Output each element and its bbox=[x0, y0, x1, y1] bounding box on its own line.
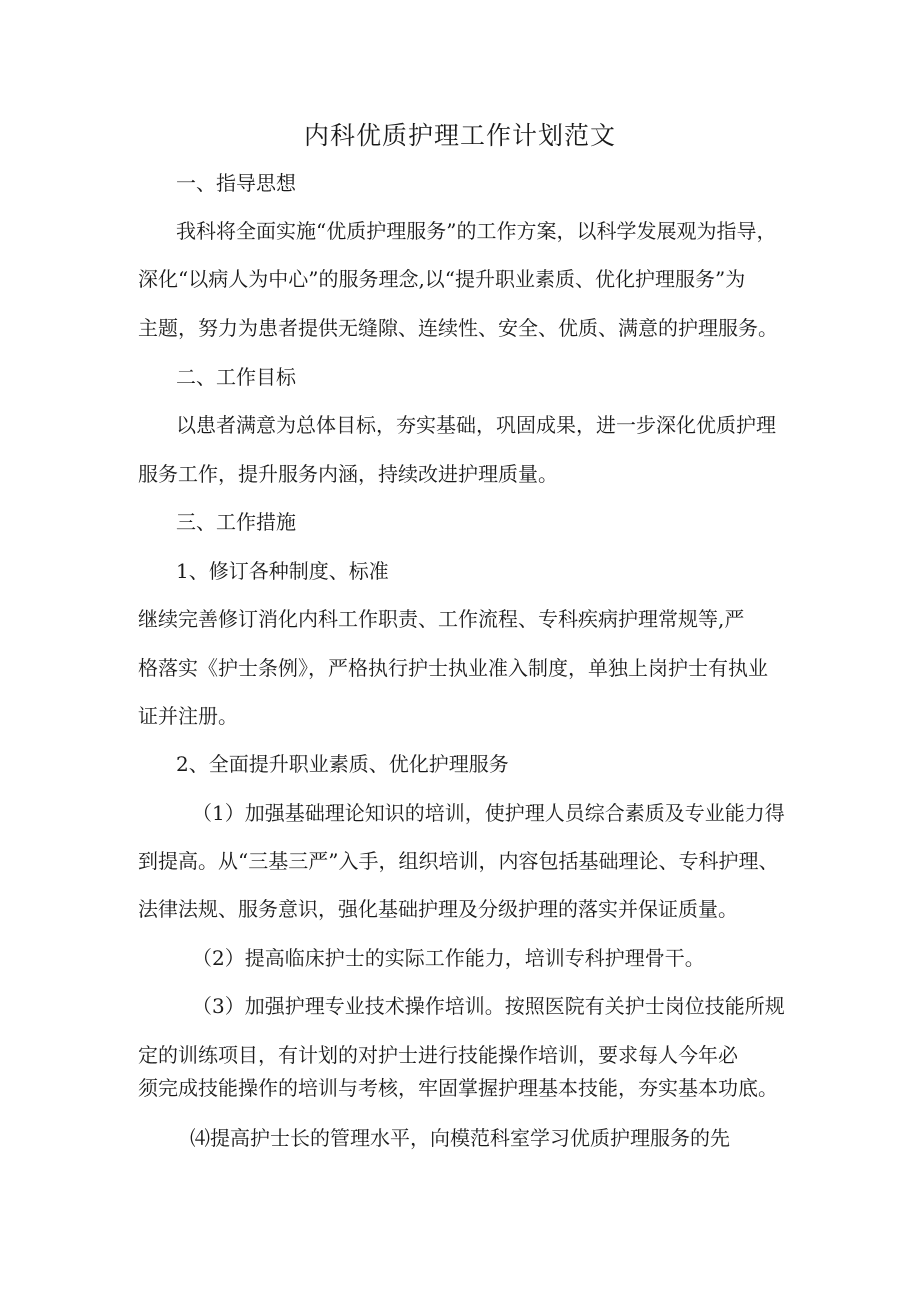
paragraph-line: 证并注册。 bbox=[138, 704, 238, 728]
paragraph-line: 深化“以病人为中心”的服务理念,以“提升职业素质、优化护理服务”为 bbox=[138, 267, 746, 291]
paragraph-line: 主题，努力为患者提供无缝隙、连续性、安全、优质、满意的护理服务。 bbox=[138, 316, 778, 340]
paragraph-line: 须完成技能操作的培训与考核，牢固掌握护理基本技能，夯实基本功底。 bbox=[138, 1076, 778, 1100]
paragraph-line: （2）提高临床护士的实际工作能力，培训专科护理骨干。 bbox=[192, 946, 705, 970]
heading-work-goals: 二、工作目标 bbox=[176, 365, 296, 389]
heading-work-measures: 三、工作措施 bbox=[176, 510, 296, 534]
paragraph-line: 定的训练项目，有计划的对护士进行技能操作培训，要求每人今年必 bbox=[138, 1043, 738, 1067]
paragraph-line: （3）加强护理专业技术操作培训。按照医院有关护士岗位技能所规 bbox=[192, 994, 785, 1018]
paragraph-line: 法律法规、服务意识，强化基础护理及分级护理的落实并保证质量。 bbox=[138, 897, 738, 921]
document-title: 内科优质护理工作计划范文 bbox=[303, 121, 616, 150]
paragraph-line: 服务工作，提升服务内涵，持续改进护理质量。 bbox=[138, 462, 558, 486]
paragraph-line: 我科将全面实施“优质护理服务”的工作方案，以科学发展观为指导， bbox=[176, 219, 777, 243]
paragraph-line: （1）加强基础理论知识的培训，使护理人员综合素质及专业能力得 bbox=[192, 801, 785, 825]
paragraph-line: 继续完善修订消化内科工作职责、工作流程、专科疾病护理常规等,严 bbox=[138, 607, 745, 631]
paragraph-line: 到提高。从“三基三严”入手，组织培训，内容包括基础理论、专科护理、 bbox=[138, 849, 779, 873]
subheading-improve-quality: 2、全面提升职业素质、优化护理服务 bbox=[176, 752, 509, 776]
subheading-revise-systems: 1、修订各种制度、标准 bbox=[176, 559, 389, 583]
heading-guiding-ideology: 一、指导思想 bbox=[176, 171, 296, 195]
paragraph-line: 以患者满意为总体目标，夯实基础，巩固成果，进一步深化优质护理 bbox=[176, 413, 776, 437]
paragraph-line: 格落实《护士条例》，严格执行护士执业准入制度，单独上岗护士有执业 bbox=[138, 656, 768, 680]
paragraph-line: ⑷提高护士长的管理水平，向模范科室学习优质护理服务的先 bbox=[190, 1126, 730, 1150]
